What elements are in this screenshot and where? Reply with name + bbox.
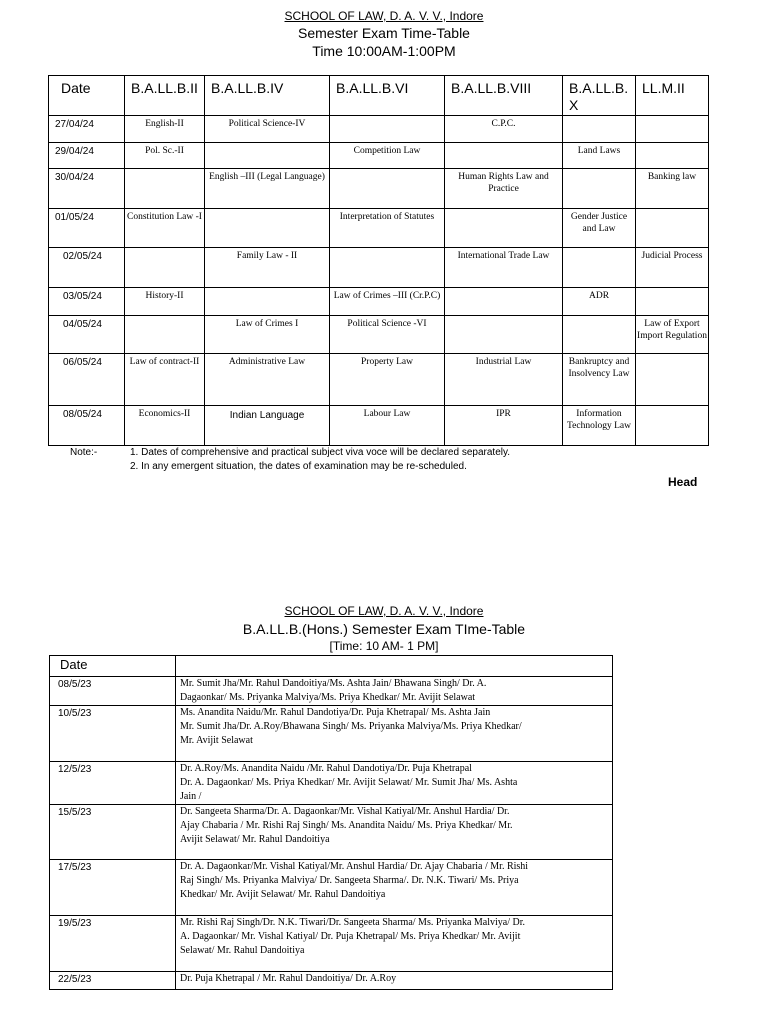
subject-cell: Interpretation of Statutes (330, 209, 445, 248)
subject-cell: Bankruptcy and Insolvency Law (563, 354, 636, 406)
subject-cell: Law of Export Import Regulation (636, 316, 709, 354)
staff-line: A. Dagaonkar/ Mr. Vishal Katiyal/ Dr. Puja Khetrapal/ Ms. Priya Khedkar/ Mr. Avijit (180, 931, 521, 942)
date-cell: 08/5/23 (50, 677, 176, 706)
subject-cell (636, 354, 709, 406)
date-cell: 22/5/23 (50, 972, 176, 990)
exam-time-2: [Time: 10 AM- 1 PM] (329, 639, 439, 653)
subject-cell (636, 288, 709, 316)
date-cell: 10/5/23 (50, 706, 176, 762)
subject-cell (563, 248, 636, 288)
subject-cell: Industrial Law (445, 354, 563, 406)
staff-line: Mr. Rishi Raj Singh/Dr. N.K. Tiwari/Dr. Sangeeta Sharma/ Ms. Priyanka Malviya/ Dr. (180, 917, 525, 928)
date-cell: 27/04/24 (49, 116, 125, 143)
subject-cell (330, 248, 445, 288)
subject-cell (445, 316, 563, 354)
subject-cell: Political Science -VI (330, 316, 445, 354)
timetable-title-2: B.A.LL.B.(Hons.) Semester Exam TIme-Table (242, 621, 526, 637)
column-header: B.A.LL.B.IV (205, 76, 330, 116)
subject-cell (205, 143, 330, 169)
date-cell: 04/05/24 (49, 316, 125, 354)
staff-line: Dr. A.Roy/Ms. Anandita Naidu /Mr. Rahul Dandotiya/Dr. Puja Khetrapal (180, 763, 472, 774)
subject-cell: English-II (125, 116, 205, 143)
staff-line: Dr. Sangeeta Sharma/Dr. A. Dagaonkar/Mr. Vishal Katiyal/Mr. Anshul Hardia/ Dr. (180, 806, 510, 817)
staff-cell (176, 860, 613, 916)
subject-cell: Law of Crimes I (205, 316, 330, 354)
staff-cell (176, 972, 613, 990)
staff-line: Dr. Puja Khetrapal / Mr. Rahul Dandoitiya/ Dr. A.Roy (180, 973, 397, 984)
subject-cell: C.P.C. (445, 116, 563, 143)
subject-cell (563, 116, 636, 143)
staff-line: Dr. A. Dagaonkar/ Ms. Priya Khedkar/ Mr. Avijit Selawat/ Mr. Sumit Jha/ Ms. Ashta (180, 777, 518, 788)
staff-cell (176, 706, 613, 762)
subject-cell: Property Law (330, 354, 445, 406)
note-item: 2. In any emergent situation, the dates of examination may be re-scheduled. (130, 461, 467, 472)
subject-cell: Indian Language (205, 406, 330, 446)
subject-cell: Constitution Law -I (125, 209, 205, 248)
table-row (49, 248, 709, 288)
table-row (49, 354, 709, 406)
table-row (50, 677, 613, 706)
subject-cell: English –III (Legal Language) (205, 169, 330, 209)
staff-line: Ms. Anandita Naidu/Mr. Rahul Dandotiya/Dr. Puja Khetrapal/ Ms. Ashta Jain (180, 707, 491, 718)
date-cell: 19/5/23 (50, 916, 176, 972)
subject-cell (636, 406, 709, 446)
date-cell: 02/05/24 (49, 248, 125, 288)
date-cell: 15/5/23 (50, 805, 176, 860)
subject-cell: Land Laws (563, 143, 636, 169)
staff-line: Mr. Sumit Jha/Dr. A.Roy/Bhawana Singh/ Ms. Priyanka Malviya/Ms. Priya Khedkar/ (180, 721, 522, 732)
invigilation-header-row (50, 656, 613, 677)
semester-timetable (48, 75, 709, 446)
subject-cell: Law of Crimes –III (Cr.P.C) (330, 288, 445, 316)
date-cell: 30/04/24 (49, 169, 125, 209)
staff-line: Selawat/ Mr. Rahul Dandoitiya (180, 945, 305, 956)
date-cell: 06/05/24 (49, 354, 125, 406)
table-row (49, 406, 709, 446)
date-cell: 17/5/23 (50, 860, 176, 916)
staff-cell (176, 916, 613, 972)
subject-cell (445, 143, 563, 169)
subject-cell: Political Science-IV (205, 116, 330, 143)
subject-cell: History-II (125, 288, 205, 316)
exam-time: Time 10:00AM-1:00PM (312, 43, 456, 59)
table-row (49, 169, 709, 209)
table-row (50, 805, 613, 860)
subject-cell: Family Law - II (205, 248, 330, 288)
date-cell: 29/04/24 (49, 143, 125, 169)
subject-cell: Labour Law (330, 406, 445, 446)
table-row (50, 706, 613, 762)
column-header: B.A.LL.B. X (563, 76, 636, 116)
school-title: SCHOOL OF LAW, D. A. V. V., Indore (284, 9, 484, 23)
staff-line: Raj Singh/ Ms. Priyanka Malviya/ Dr. Sangeeta Sharma/. Dr. N.K. Tiwari/ Ms. Priya (180, 875, 519, 886)
table-row (50, 916, 613, 972)
table-row (49, 288, 709, 316)
subject-cell: Law of contract-II (125, 354, 205, 406)
staff-line: Jain / (180, 791, 202, 802)
timetable-header-row (49, 76, 709, 116)
staff-cell (176, 677, 613, 706)
date-cell: 01/05/24 (49, 209, 125, 248)
subject-cell: Human Rights Law and Practice (445, 169, 563, 209)
subject-cell: Information Technology Law (563, 406, 636, 446)
date-cell: 03/05/24 (49, 288, 125, 316)
date-cell: 08/05/24 (49, 406, 125, 446)
note-label: Note:- (70, 447, 98, 458)
subject-cell: Administrative Law (205, 354, 330, 406)
subject-cell (636, 116, 709, 143)
column-header: B.A.LL.B.VIII (445, 76, 563, 116)
note-item: 1. Dates of comprehensive and practical subject viva voce will be declared separately. (130, 447, 511, 458)
subject-cell (125, 169, 205, 209)
school-title-2: SCHOOL OF LAW, D. A. V. V., Indore (284, 604, 484, 618)
subject-cell: IPR (445, 406, 563, 446)
column-header: B.A.LL.B.VI (330, 76, 445, 116)
invigilation-table (49, 655, 613, 990)
subject-cell (636, 143, 709, 169)
subject-cell: Banking law (636, 169, 709, 209)
staff-line: Dr. A. Dagaonkar/Mr. Vishal Katiyal/Mr. Anshul Hardia/ Dr. Ajay Chabaria / Mr. Rishi (180, 861, 529, 872)
subject-cell: Judicial Process (636, 248, 709, 288)
column-header: B.A.LL.B.II (125, 76, 205, 116)
table-row (49, 316, 709, 354)
signature-head: Head (668, 475, 698, 489)
date-cell: 12/5/23 (50, 762, 176, 805)
subject-cell (205, 288, 330, 316)
subject-cell: Economics-II (125, 406, 205, 446)
staff-line: Ajay Chabaria / Mr. Rishi Raj Singh/ Ms. Anandita Naidu/ Ms. Priya Khedkar/ Mr. (180, 820, 513, 831)
subject-cell (205, 209, 330, 248)
staff-cell (176, 762, 613, 805)
subject-cell (563, 316, 636, 354)
subject-cell: Gender Justice and Law (563, 209, 636, 248)
table-row (49, 209, 709, 248)
subject-cell (330, 169, 445, 209)
subject-cell: Competition Law (330, 143, 445, 169)
subject-cell (445, 288, 563, 316)
column-header-staff (176, 656, 613, 677)
subject-cell (330, 116, 445, 143)
subject-cell: ADR (563, 288, 636, 316)
subject-cell: Pol. Sc.-II (125, 143, 205, 169)
subject-cell (125, 316, 205, 354)
table-row (50, 762, 613, 805)
table-row (50, 972, 613, 990)
staff-line: Dagaonkar/ Ms. Priyanka Malviya/Ms. Priya Khedkar/ Mr. Avijit Selawat (180, 692, 476, 703)
column-header-date: Date (49, 76, 125, 116)
subject-cell (636, 209, 709, 248)
column-header-date: Date (50, 656, 176, 677)
table-row (49, 116, 709, 143)
timetable-title: Semester Exam Time-Table (298, 25, 470, 41)
staff-cell (176, 805, 613, 860)
staff-line: Khedkar/ Mr. Avijit Selawat/ Mr. Rahul Dandoitiya (180, 889, 386, 900)
table-row (50, 860, 613, 916)
staff-line: Mr. Avijit Selawat (180, 735, 253, 746)
staff-line: Mr. Sumit Jha/Mr. Rahul Dandoitiya/Ms. Ashta Jain/ Bhawana Singh/ Dr. A. (180, 678, 487, 689)
column-header: LL.M.II (636, 76, 709, 116)
subject-cell: International Trade Law (445, 248, 563, 288)
table-row (49, 143, 709, 169)
subject-cell (125, 248, 205, 288)
subject-cell (563, 169, 636, 209)
staff-line: Avijit Selawat/ Mr. Rahul Dandoitiya (180, 834, 330, 845)
subject-cell (445, 209, 563, 248)
